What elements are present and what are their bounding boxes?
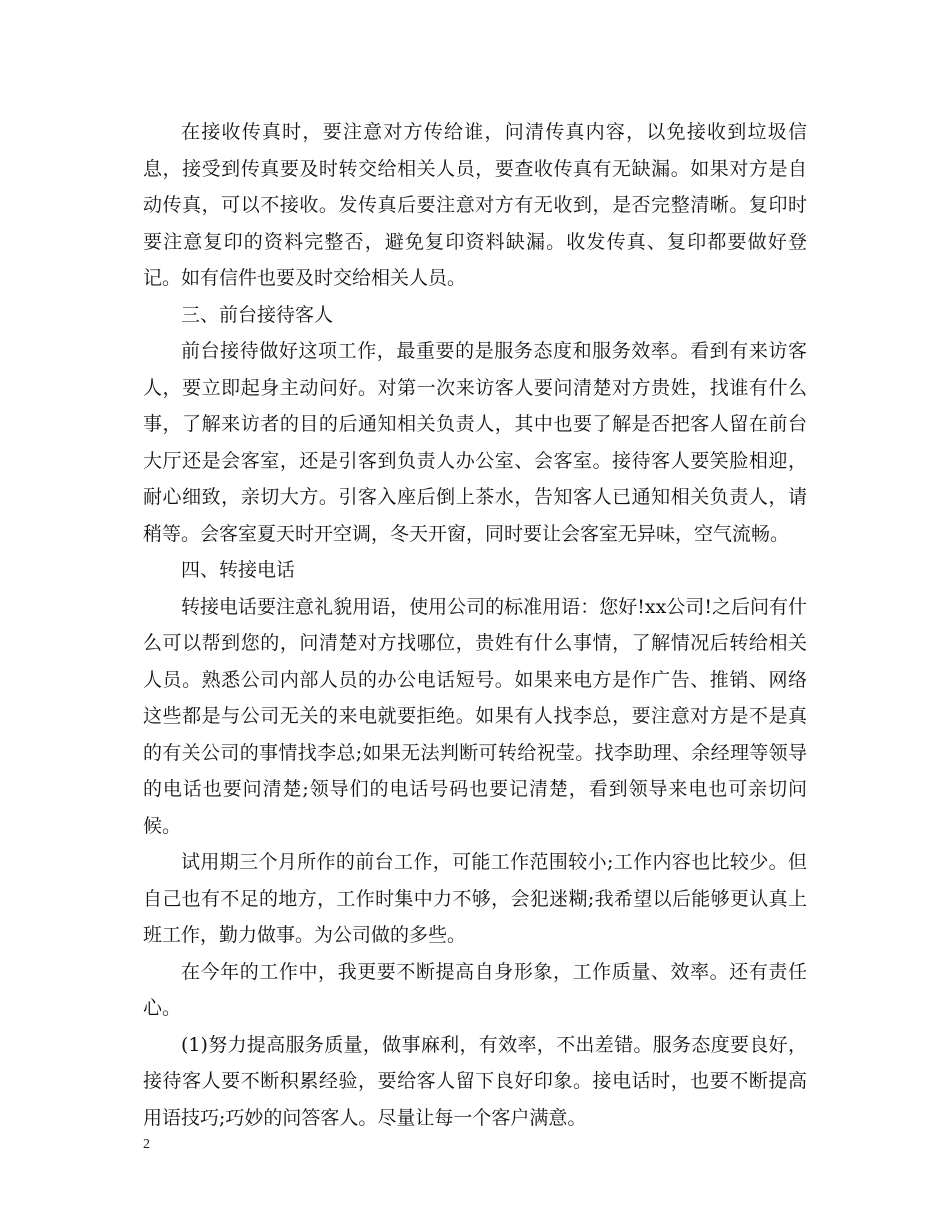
section-heading-phone: 四、转接电话 (181, 559, 296, 581)
paragraph-phone: 转接电话要注意礼貌用语，使用公司的标准用语：您好!xx公司!之后问有什么可以帮到您的，问清楚对方找哪位，贵姓有什么事情，了解情况后转给相关人员。熟悉公司内部人员的办公电话短号。如果来电方是作广告、推销、网络这些都是与公司无关的来电就要拒绝。如果有人找李总，要注意对方是不是真的有关公司的事情找李总;如果无法判断可转给祝莹。找李助理、余经理等领导的电话也要问清楚;领导们的电话号码也要记清楚，看到领导来电也可亲切问候。 (143, 595, 807, 837)
paragraph-goals: 在今年的工作中，我更要不断提高自身形象，工作质量、效率。还有责任心。 (143, 960, 807, 1019)
paragraph-goal-1: (1)努力提高服务质量，做事麻利，有效率，不出差错。服务态度要良好，接待客人要不断积累经验，要给客人留下良好印象。接电话时，也要不断提高用语技巧;巧妙的问答客人。尽量让每一个客户满意。 (143, 1033, 807, 1129)
paragraph-fax-copy: 在接收传真时，要注意对方传给谁，问清传真内容，以免接收到垃圾信息，接受到传真要及时转交给相关人员，要查收传真有无缺漏。如果对方是自动传真，可以不接收。发传真后要注意对方有无收到，是否完整清晰。复印时要注意复印的资料完整否，避免复印资料缺漏。收发传真、复印都要做好登记。如有信件也要及时交给相关人员。 (143, 121, 807, 289)
paragraph-probation: 试用期三个月所作的前台工作，可能工作范围较小;工作内容也比较少。但自己也有不足的地方，工作时集中力不够，会犯迷糊;我希望以后能够更认真上班工作，勤力做事。为公司做的多些。 (143, 851, 807, 946)
paragraph-reception: 前台接待做好这项工作，最重要的是服务态度和服务效率。看到有来访客人，要立即起身主动问好。对第一次来访客人要问清楚对方贵姓，找谁有什么事，了解来访者的目的后通知相关负责人，其中也要了解是否把客人留在前台大厅还是会客室，还是引客到负责人办公室、会客室。接待客人要笑脸相迎，耐心细致，亲切大方。引客入座后倒上茶水，告知客人已通知相关负责人，请稍等。会客室夏天时开空调，冬天开窗，同时要让会客室无异味，空气流畅。 (143, 340, 807, 545)
page-number: 2 (143, 1137, 150, 1152)
document-body (143, 114, 807, 1136)
section-heading-reception: 三、前台接待客人 (181, 303, 334, 326)
